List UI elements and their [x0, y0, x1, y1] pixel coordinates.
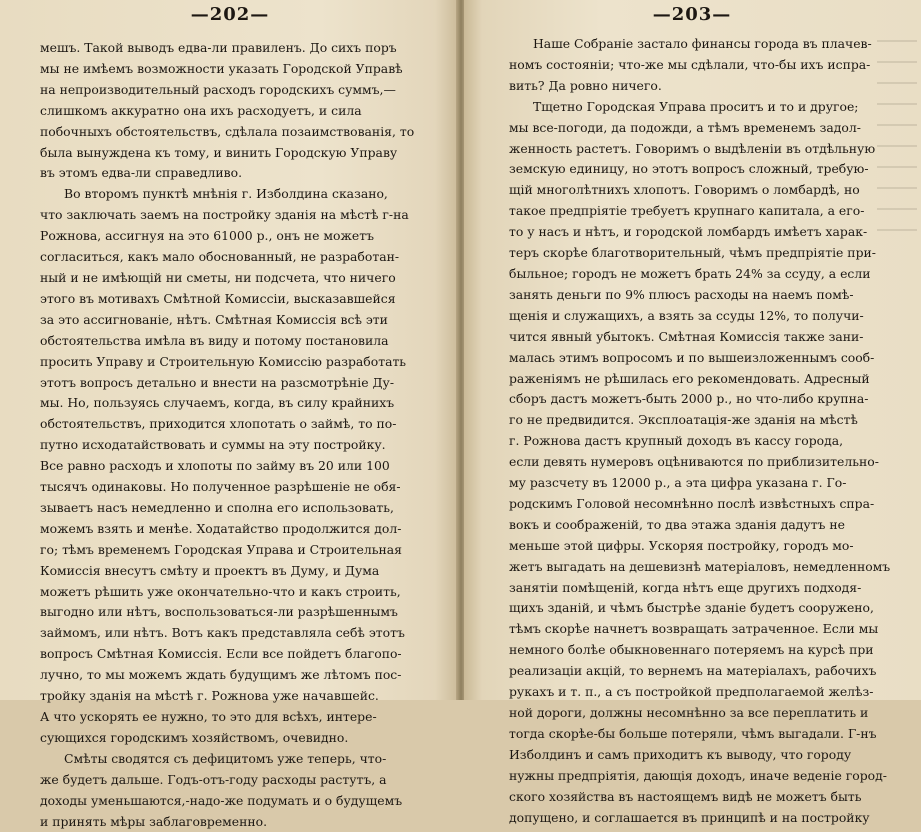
text-line: обстоятельства имѣла въ виду и потому постановила	[40, 332, 389, 348]
text-line: въ этомъ едва-ли справедливо.	[40, 165, 243, 181]
text-line: меньше этой цифры. Ускоряя постройку, городъ мо-	[509, 537, 854, 553]
text-line: Изболдинъ и самъ приходитъ къ выводу, что городу	[509, 746, 852, 762]
page-number-left: —202—	[190, 4, 270, 25]
text-line: Во второмъ пунктѣ мнѣнія г. Изболдина сказано,	[64, 186, 388, 202]
text-line: доходы уменьшаются,-надо-же подумать и о будущемъ	[40, 792, 403, 808]
text-line: что заключать заемъ на постройку зданія на мѣстѣ г-на	[40, 207, 409, 223]
text-line: Смѣты сводятся съ дефицитомъ уже теперь, что-	[64, 750, 387, 766]
text-line: обстоятельствъ, приходится хлопотать о займѣ, то по-	[40, 416, 397, 432]
text-line: сующихся городскимъ хозяйствомъ, очевидно.	[40, 729, 349, 745]
right-page	[464, 0, 921, 825]
text-line: земскую единицу, но этотъ вопросъ сложный, требую-	[509, 161, 869, 177]
text-line: щій многолѣтнихъ хлопотъ. Говоримъ о ломбардѣ, но	[509, 182, 860, 198]
text-line: ной дороги, должны несомнѣнно за все переплатить и	[509, 705, 869, 720]
text-line: немного болѣе обыкновеннаго потеряемъ на курсѣ при	[509, 642, 874, 658]
page-number-right: —203—	[652, 4, 732, 25]
text-line: Рожнова, ассигнуя на это 61000 р., онъ не можетъ	[40, 228, 374, 244]
text-line: ского хозяйства въ настоящемъ видѣ не можетъ быть	[509, 788, 862, 804]
text-line: вопросъ Смѣтная Комиссія. Если все пойдетъ благопо-	[40, 646, 402, 662]
text-line: малась этимъ вопросомъ и по вышеизложеннымъ сооб-	[509, 349, 875, 365]
text-line: номъ состояніи; что-же мы сдѣлали, что-бы ихъ испра-	[509, 56, 871, 72]
text-line: рукахъ и т. п., а съ постройкой предполагаемой желѣз-	[509, 684, 874, 700]
text-line: реализаціи акцій, то вернемъ на матеріалахъ, рабочихъ	[509, 663, 877, 679]
text-line: тысячъ одинаковы. Но полученное разрѣшеніе не обя-	[40, 479, 401, 495]
text-line: тѣмъ скорѣе начнетъ возвращать затраченное. Если мы	[509, 621, 879, 637]
text-line: занятіи помѣщеній, когда нѣтъ еще другихъ подходя-	[509, 579, 862, 595]
text-line: мешъ. Такой выводъ едва-ли правиленъ. До сихъ поръ	[40, 40, 397, 55]
ink-bleed-through	[877, 40, 917, 240]
text-line: побочныхъ обстоятельствъ, сдѣлала позаимствованія, то	[40, 123, 415, 139]
text-line: родскимъ Головой несомнѣнно послѣ извѣстныхъ спра-	[509, 495, 875, 511]
text-line: чится явный убытокъ. Смѣтная Комиссія также зани-	[509, 328, 864, 344]
text-line: вить? Да ровно ничего.	[509, 77, 662, 93]
text-line: этотъ вопросъ детально и внести на разсмотрѣніе Ду-	[40, 374, 395, 390]
text-line: же будетъ дальше. Годъ-отъ-году расходы растутъ, а	[40, 771, 387, 787]
text-line: мы все-погоди, да подожди, а тѣмъ временемъ задол-	[509, 119, 861, 135]
text-line: Наше Собраніе застало финансы города въ плачев-	[533, 36, 872, 51]
text-line: ный и не имѣющій ни сметы, ни подсчета, что ничего	[40, 269, 396, 285]
text-line: Тщетно Городская Управа проситъ и то и другое;	[533, 98, 859, 114]
text-line: тогда скорѣе-бы больше потеряли, чѣмъ выгадали. Г-нъ	[509, 725, 877, 741]
text-line: вокъ и соображеній, то два этажа зданія дадутъ не	[509, 516, 845, 532]
text-line: то у насъ и нѣтъ, и городской ломбардъ имѣетъ харак-	[509, 224, 868, 240]
text-line: жетъ выгадать на дешевизнѣ матеріаловъ, немедленномъ	[509, 558, 891, 574]
text-line: если девять нумеровъ оцѣниваются по приблизительно-	[509, 454, 879, 470]
text-line: на непроизводительный расходъ городскихъ суммъ,—	[40, 81, 396, 97]
text-line: мы. Но, пользуясь случаемъ, когда, въ силу крайнихъ	[40, 395, 395, 411]
text-line: этого въ мотивахъ Смѣтной Комиссіи, высказавшейся	[40, 290, 396, 306]
text-line: щихъ зданій, и чѣмъ быстрѣе зданіе будетъ сооружено,	[509, 600, 874, 616]
text-line: мы не имѣемъ возможности указать Городской Управѣ	[40, 60, 403, 76]
text-line: и принять мѣры заблаговременно.	[40, 813, 268, 829]
left-page-text	[40, 38, 433, 832]
text-line: щенія и служащихъ, а взять за ссуды 12%, то получи-	[509, 307, 864, 323]
text-line: за это ассигнованіе, нѣтъ. Смѣтная Комиссія всѣ эти	[40, 311, 388, 327]
text-line: нужны предпріятія, дающія доходъ, иначе веденіе город-	[509, 767, 887, 783]
text-line: женность растетъ. Говоримъ о выдѣленіи въ отдѣльную	[509, 140, 876, 156]
text-line: теръ скорѣе благотворительный, чѣмъ предпріятіе при-	[509, 245, 876, 261]
text-line: го; тѣмъ временемъ Городская Управа и Строительная	[40, 541, 402, 557]
text-line: Комиссія внесутъ смѣту и проектъ въ Думу, и Дума	[40, 562, 380, 578]
text-line: сборъ дастъ можетъ-быть 2000 р., но что-либо крупна-	[509, 391, 869, 407]
text-line: му разсчету въ 12000 р., а эта цифра указана г. Го-	[509, 475, 847, 491]
text-line: такое предпріятіе требуетъ крупнаго капитала, а его-	[509, 203, 865, 219]
text-line: согласиться, какъ мало обоснованный, не разработан-	[40, 249, 400, 265]
text-line: зываетъ насъ немедленно и сполна его использовать,	[40, 499, 394, 515]
text-line: выгодно или нѣтъ, воспользоваться-ли разрѣшеннымъ	[40, 604, 398, 620]
text-line: можетъ рѣшить уже окончательно-что и какъ строить,	[40, 583, 401, 599]
right-page-text	[509, 34, 909, 828]
text-line: быльное; городъ не можетъ брать 24% за ссуду, а если	[509, 265, 871, 281]
text-line: займомъ, или нѣтъ. Вотъ какъ представляла себѣ этотъ	[40, 625, 405, 641]
text-line: слишкомъ аккуратно она ихъ расходуетъ, и сила	[40, 102, 362, 118]
text-line: лучно, то мы можемъ ждать будущимъ же лѣтомъ пос-	[40, 667, 402, 683]
text-line: г. Рожнова дастъ крупный доходъ въ кассу города,	[509, 433, 844, 449]
text-line: раженіямъ не рѣшилась его рекомендовать. Адресный	[509, 370, 870, 386]
text-line: путно исходатайствовать и суммы на эту постройку.	[40, 437, 386, 453]
text-line: можемъ взять и менѣе. Ходатайство продолжится дол-	[40, 520, 402, 536]
text-line: го не предвидится. Эксплоатація-же зданія на мѣстѣ	[509, 412, 858, 428]
text-line: А что ускорять ее нужно, то это для всѣхъ, интере-	[40, 709, 377, 724]
text-line: просить Управу и Строительную Комиссію разработать	[40, 353, 407, 369]
text-line: занять деньги по 9% плюсъ расходы на наемъ помѣ-	[509, 286, 854, 302]
text-line: тройку зданія на мѣстѣ г. Рожнова уже начавшейс.	[40, 688, 379, 704]
text-line: была вынуждена къ тому, и винить Городскую Управу	[40, 144, 398, 160]
text-line: допущено, и соглашается въ принципѣ и на постройку	[509, 809, 870, 825]
left-page	[0, 0, 458, 829]
text-line: Все равно расходъ и хлопоты по займу въ 20 или 100	[40, 458, 390, 474]
